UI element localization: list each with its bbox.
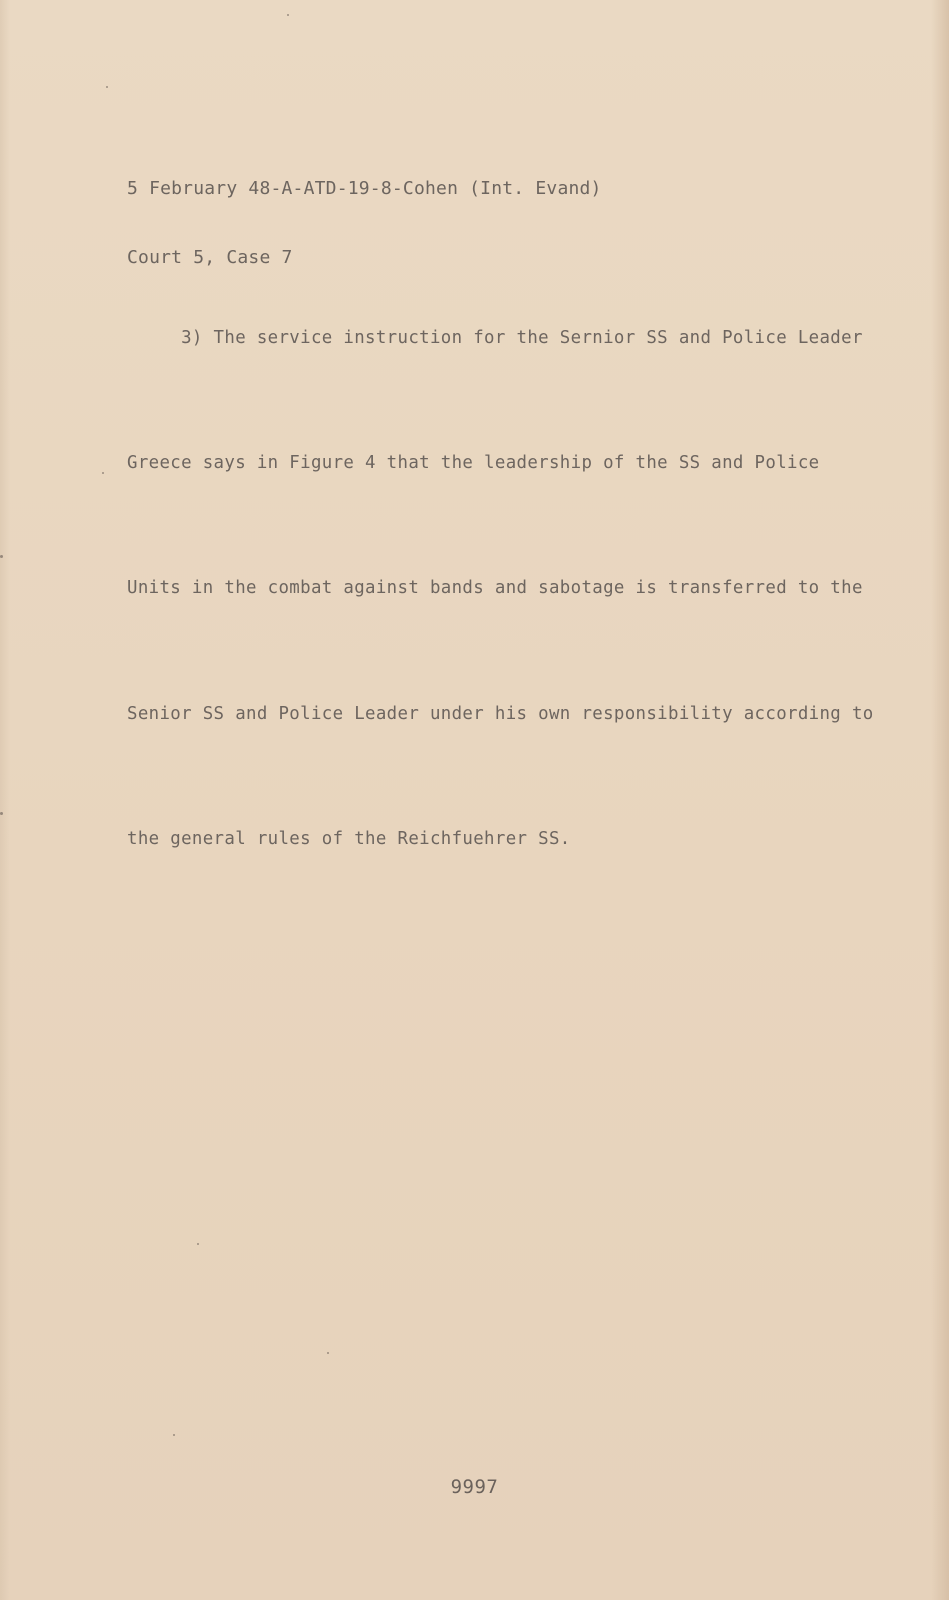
paper-speck: [102, 472, 104, 474]
paper-speck: [0, 812, 3, 815]
page-right-shadow: [931, 0, 949, 1600]
header-reference-line: 5 February 48-A-ATD-19-8-Cohen (Int. Evand): [127, 178, 602, 199]
body-line: 3) The service instruction for the Sernior SS and Police Leader: [127, 327, 863, 348]
paper-speck: [287, 14, 289, 16]
paper-speck: [327, 1352, 329, 1354]
body-line: Senior SS and Police Leader under his own responsibility according to: [127, 703, 874, 724]
paper-speck: [173, 1434, 175, 1436]
document-body: [127, 234, 874, 945]
header-court-line: Court 5, Case 7: [127, 247, 293, 268]
page-number: 9997: [450, 1476, 499, 1498]
body-line: Greece says in Figure 4 that the leadership of the SS and Police: [127, 452, 820, 473]
paper-speck: [0, 555, 3, 558]
paper-speck: [106, 86, 108, 88]
page-left-shadow: [0, 0, 10, 1600]
body-line: Units in the combat against bands and sabotage is transferred to the: [127, 578, 863, 599]
body-line: the general rules of the Reichfuehrer SS.: [127, 829, 571, 850]
paper-speck: [197, 1243, 199, 1245]
